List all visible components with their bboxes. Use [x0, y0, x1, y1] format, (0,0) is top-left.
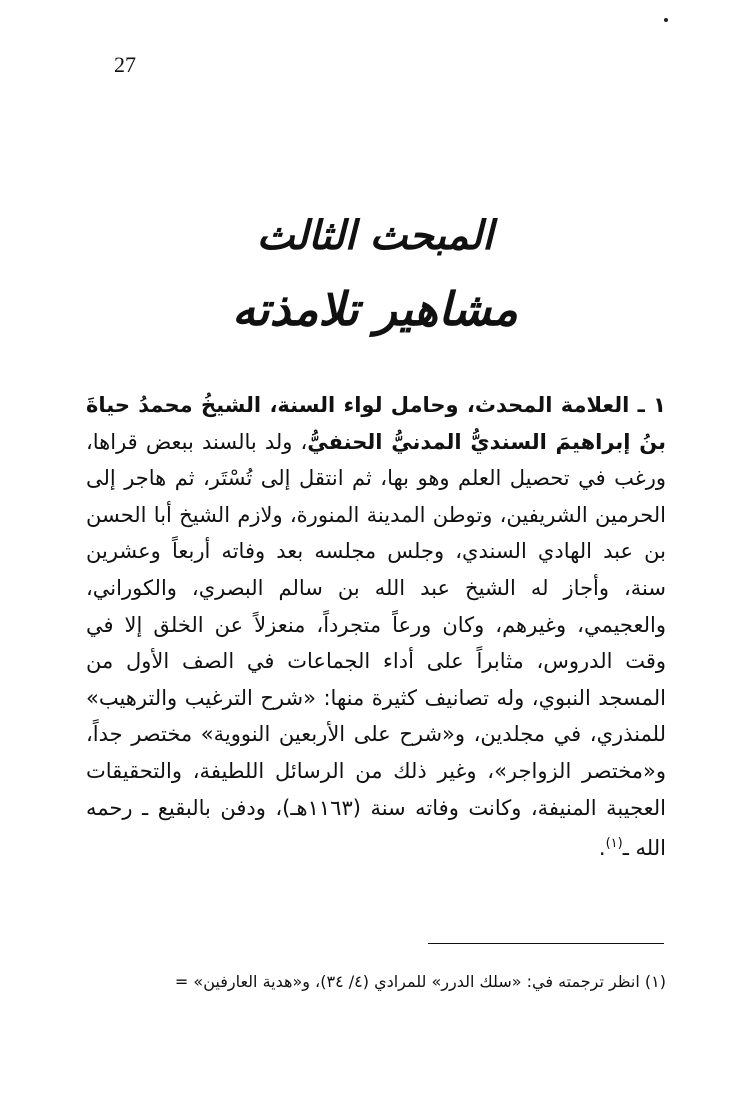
body-paragraph [86, 387, 666, 867]
section-subheading: مشاهير تلامذته [232, 282, 518, 336]
footnote-text: (١) انظر ترجمته في: «سلك الدرر» للمرادي (٤/ ٣٤)، و«هدية العارفين» = [174, 972, 666, 991]
scholar-name-bold: ١ ـ العلامة المحدث، وحامل لواء السنة، الشيخُ محمدُ حياةَ بنُ إبراهيمَ السنديُّ المدنيُّ الحنفيُّ [86, 393, 667, 454]
footnote-reference: (١) [605, 836, 623, 852]
section-heading: المبحث الثالث [256, 212, 494, 259]
paragraph-text: ، ولد بالسند ببعض قراها، ورغب في تحصيل العلم وهو بها، ثم انتقل إلى تُسْتَر، ثم هاجر إلى الحرمين الشريفين، وتوطن المدينة المنورة، ولازم الشيخ أبا الحسن بن عبد الهادي السندي، وجلس مجلسه بعد وفاته أربعاً وعشرين سنة، وأجاز له الشيخ عبد الله بن سالم البصري، والكوراني، والعجيمي، وغيرهم، وكان ورعاً متجرداً، منعزلاً عن الخلق إلا في وقت الدروس، مثابراً على أداء الجماعات في الصف الأول من المسجد النبوي، وله تصانيف كثيرة منها: «شرح الترغيب والترهيب» للمنذري، في مجلدين، و«شرح على الأربعين النووية» مختصر جداً، و«مختصر الزواجر»، وغير ذلك من الرسائل اللطيفة، والتحقيقات العجيبة المنيفة، وكانت وفاته سنة (١١٦٣هـ)، ودفن بالبقيع ـ رحمه الله ـ [86, 429, 666, 861]
page-number: 27 [114, 52, 136, 77]
paragraph-end-mark: . [598, 836, 606, 861]
footnote-divider [428, 943, 664, 944]
scan-dot-mark [664, 18, 668, 22]
